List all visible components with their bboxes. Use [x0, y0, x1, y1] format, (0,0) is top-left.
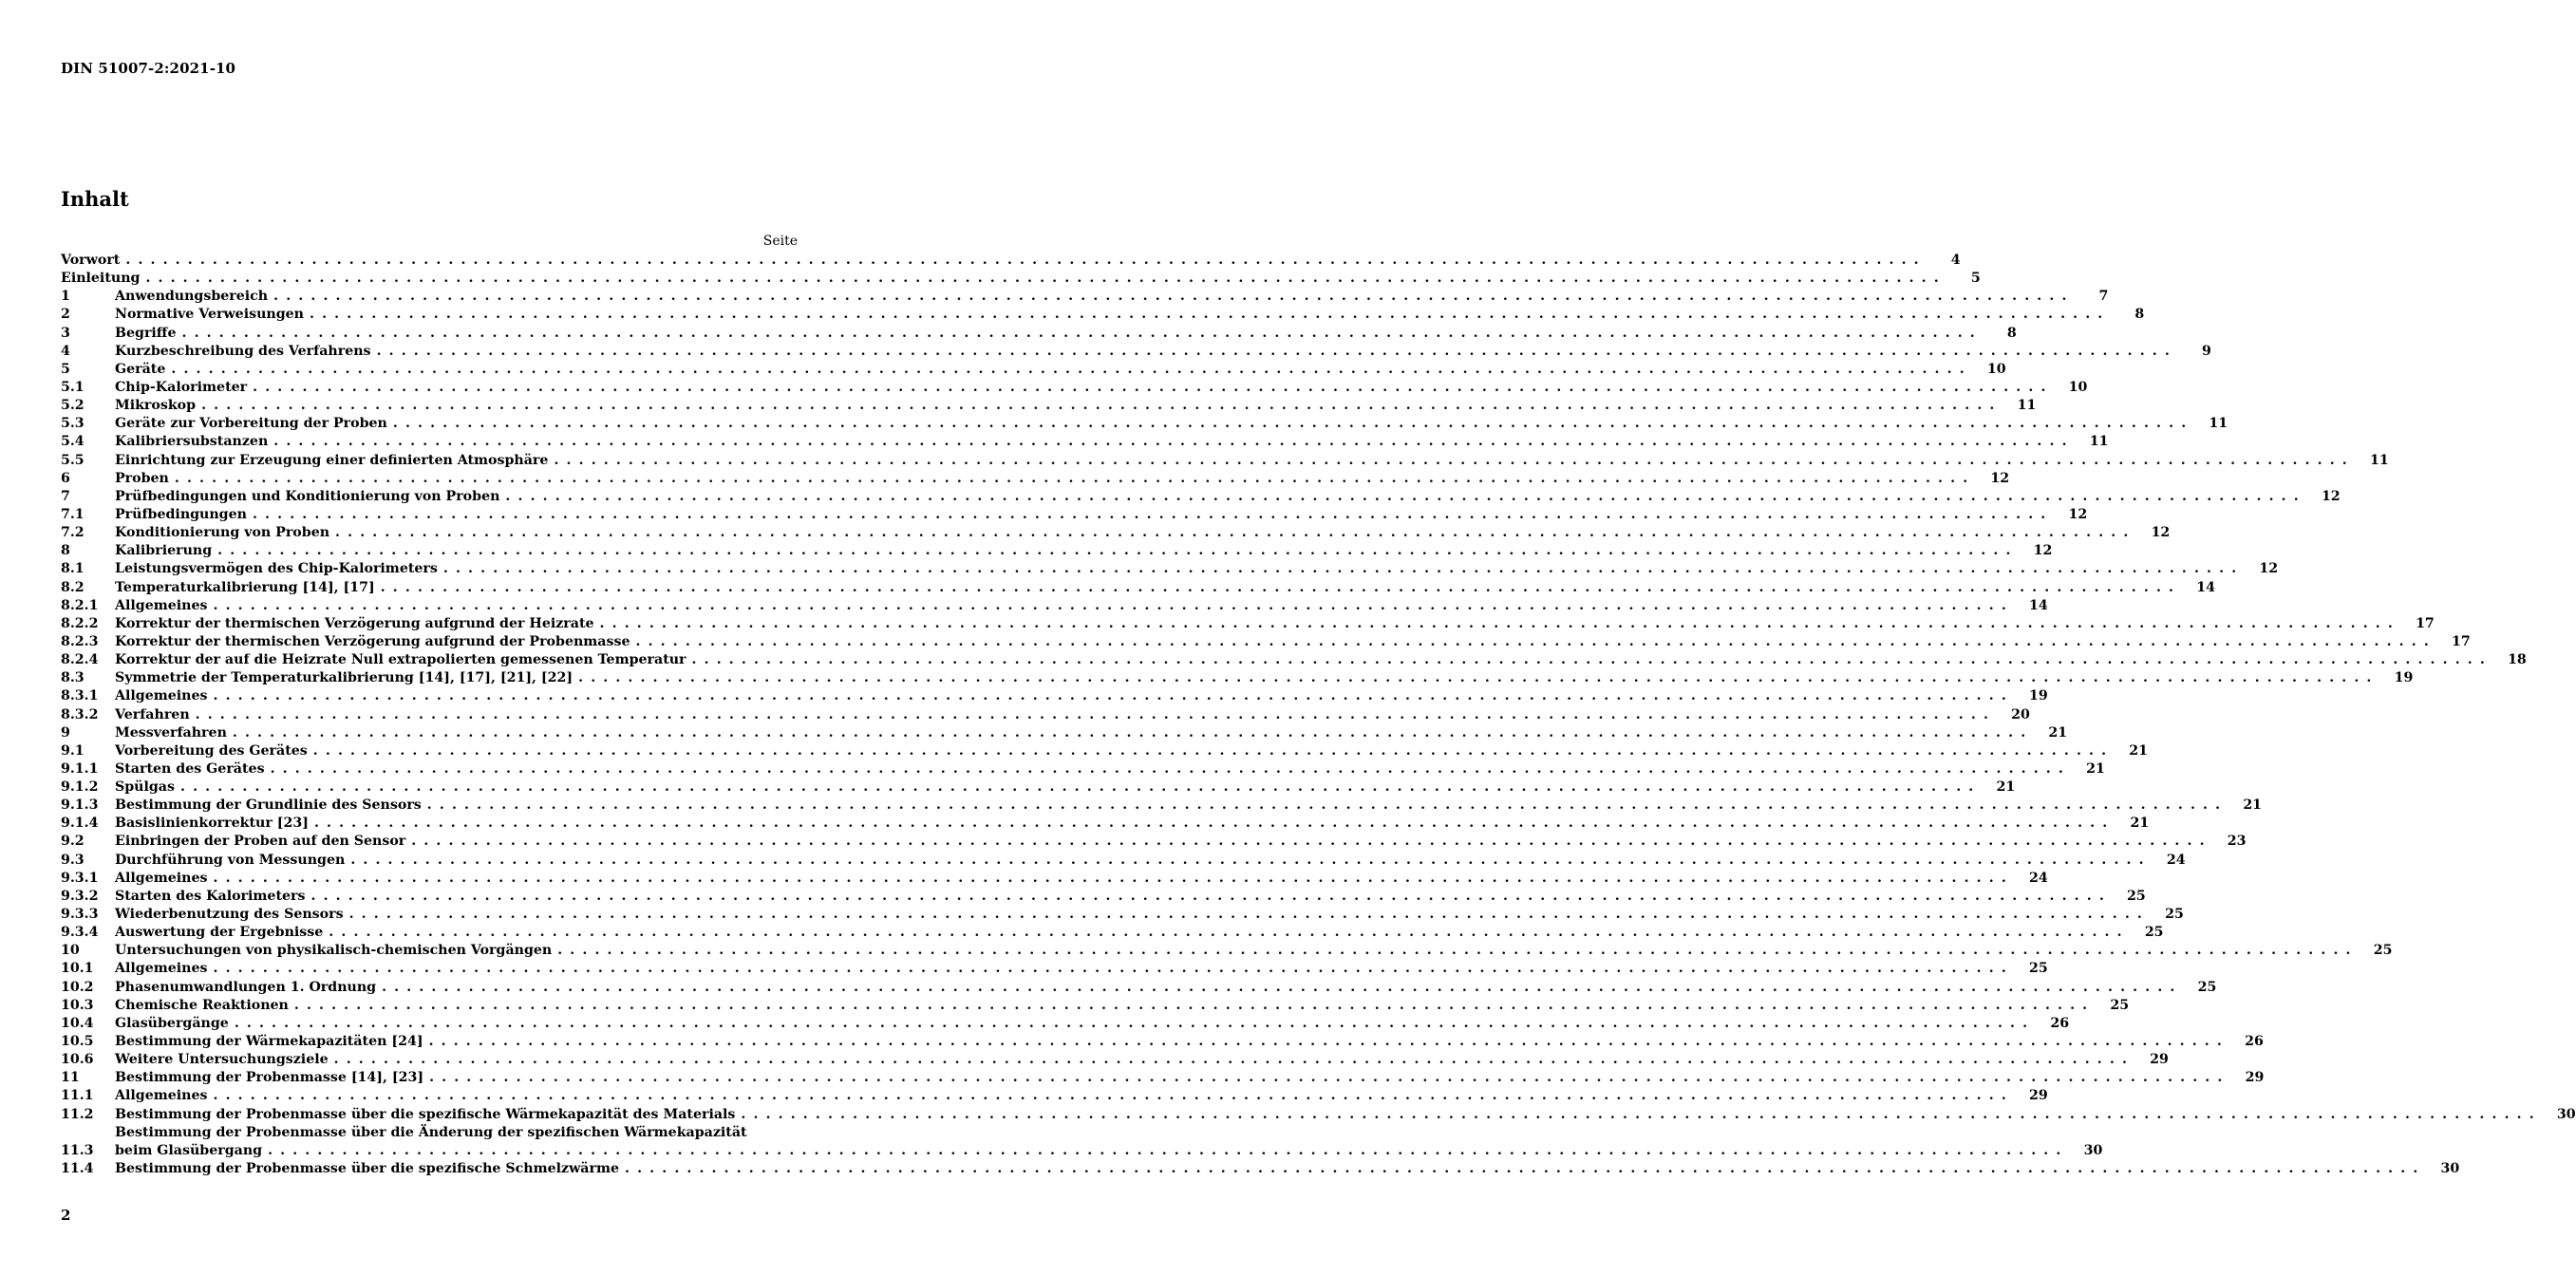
toc-entry[interactable]: [61, 1015, 2070, 1033]
toc-entry-number: 11: [61, 1070, 80, 1086]
toc-entry-page: 25: [2029, 961, 2048, 977]
toc-entry-title: Kalibriersubstanzen: [115, 433, 273, 451]
dot-leader: [233, 724, 2025, 742]
toc-entry-page: 11: [2209, 416, 2228, 432]
toc-entry[interactable]: [61, 997, 2130, 1015]
toc-entry-title: Begriffe: [115, 325, 181, 343]
toc-entry-number: 10.2: [61, 979, 94, 995]
dot-leader: [334, 1051, 2127, 1069]
toc-entry-title: Allgemeines: [115, 1087, 214, 1105]
toc-entry-page: 21: [2086, 760, 2105, 777]
toc-entry-title: Korrektur der thermischen Verzögerung aufgrund der Probenmasse: [115, 633, 636, 651]
toc-entry-number: 9.2: [61, 834, 85, 850]
toc-entry-number: 9.1.4: [61, 816, 99, 832]
toc-entry[interactable]: [61, 506, 2088, 524]
toc-entry-title: Bestimmung der Grundlinie des Sensors: [115, 797, 427, 815]
toc-entry-page: 25: [2127, 888, 2146, 904]
toc-entry-number: 7: [61, 488, 70, 504]
dot-leader: [214, 597, 2006, 615]
toc-entry-number: 9.3.3: [61, 907, 99, 923]
toc-entry-page: 30: [2083, 1142, 2103, 1158]
toc-heading: Inhalt: [61, 187, 129, 211]
dot-leader: [349, 906, 2142, 924]
toc-entry-number: 8.3.2: [61, 706, 99, 722]
toc-entry[interactable]: [61, 1051, 2169, 1069]
toc-entry-title: Prüfbedingungen: [115, 506, 253, 524]
toc-entry[interactable]: [61, 397, 2037, 415]
table-of-contents: [61, 252, 2576, 1178]
dot-leader: [311, 888, 2104, 906]
toc-entry-title: Untersuchungen von physikalisch-chemischen Vorgängen: [115, 942, 557, 960]
toc-entry-number: 11.2: [61, 1106, 94, 1122]
toc-entry-title: Temperaturkalibrierung [14], [17]: [115, 579, 381, 597]
dot-leader: [273, 288, 2066, 306]
toc-entry[interactable]: [61, 724, 2068, 742]
toc-entry[interactable]: [61, 1033, 2264, 1051]
dot-leader: [271, 760, 2063, 778]
dot-leader: [273, 433, 2066, 451]
toc-entry-title: Mikroskop: [115, 397, 201, 415]
toc-entry-title: Kalibrierung: [115, 542, 217, 560]
toc-entry[interactable]: [61, 870, 2048, 888]
toc-entry[interactable]: [61, 834, 2247, 852]
toc-entry-number: 8.2.3: [61, 633, 99, 649]
dot-leader: [235, 1015, 2027, 1033]
toc-entry-title: Einleitung: [61, 270, 145, 288]
toc-entry-number: 11.3: [61, 1142, 94, 1158]
toc-entry[interactable]: [61, 597, 2048, 615]
dot-leader: [382, 979, 2174, 997]
dot-leader: [429, 1069, 2222, 1087]
toc-entry-page: 25: [2144, 925, 2164, 941]
toc-entry-number: 7.1: [61, 506, 85, 522]
toc-entry-page: 25: [2197, 979, 2217, 995]
toc-entry-title: Kurzbeschreibung des Verfahrens: [115, 343, 377, 361]
toc-entry-page: 21: [2130, 816, 2150, 832]
toc-entry-page: 17: [2416, 615, 2435, 631]
toc-entry-number: 11.1: [61, 1088, 94, 1104]
dot-leader: [181, 325, 1974, 343]
toc-entry[interactable]: [61, 906, 2184, 924]
dot-leader: [429, 1033, 2222, 1051]
toc-entry-number: 10.1: [61, 961, 94, 977]
dot-leader: [329, 924, 2121, 942]
toc-entry[interactable]: [61, 470, 2010, 488]
toc-entry-page: 24: [2029, 870, 2048, 886]
toc-entry-title: Verfahren: [115, 706, 196, 724]
toc-entry-title: Normative Verweisungen: [115, 306, 310, 324]
toc-entry-title: Glasübergänge: [115, 1015, 235, 1033]
document-id: DIN 51007-2:2021-10: [61, 60, 236, 77]
toc-entry-number: 10.6: [61, 1052, 94, 1068]
toc-entry-page: 25: [2110, 997, 2130, 1013]
toc-entry[interactable]: [61, 343, 2211, 361]
toc-entry[interactable]: [61, 452, 2389, 470]
toc-entry-title: Symmetrie der Temperaturkalibrierung [14], [17], [21], [22]: [115, 669, 578, 687]
toc-entry-title: Korrektur der auf die Heizrate Null extrapolierten gemessenen Temperatur: [115, 651, 692, 669]
toc-entry-title: Allgemeines: [115, 870, 214, 888]
toc-entry-number: 9.3: [61, 852, 85, 868]
toc-entry-number: 8: [61, 543, 70, 559]
toc-entry[interactable]: [61, 306, 2145, 324]
toc-entry-number: 9.3.4: [61, 925, 99, 941]
toc-entry-page: 25: [2373, 943, 2393, 959]
toc-entry[interactable]: [61, 706, 2030, 724]
toc-entry-page: 12: [2033, 543, 2053, 559]
toc-entry-title: Bestimmung der Wärmekapazitäten [24]: [115, 1033, 429, 1051]
dot-leader: [443, 560, 2236, 578]
dot-leader: [335, 524, 2128, 542]
toc-entry-title: Vorwort: [61, 252, 125, 270]
toc-entry[interactable]: [61, 633, 2471, 651]
toc-entry-title: Spülgas: [115, 778, 180, 797]
toc-entry[interactable]: [61, 924, 2164, 942]
toc-entry-page: 8: [2134, 307, 2145, 323]
toc-entry[interactable]: [61, 615, 2435, 633]
toc-entry-number: 5.1: [61, 379, 85, 395]
toc-entry-title: Korrektur der thermischen Verzögerung aufgrund der Heizrate: [115, 615, 600, 633]
toc-entry-page: 21: [2243, 797, 2263, 814]
toc-entry-title: Geräte zur Vorbereitung der Proben: [115, 415, 393, 433]
toc-entry-page: 12: [2151, 525, 2171, 541]
toc-entry-number: 5: [61, 361, 70, 377]
toc-entry-number: 5.3: [61, 416, 85, 432]
toc-entry-number: 10.4: [61, 1015, 94, 1031]
toc-entry-title: Allgemeines: [115, 960, 214, 978]
toc-entry-page: 29: [2029, 1088, 2048, 1104]
dot-leader: [145, 270, 1938, 288]
toc-entry-page: 26: [2245, 1034, 2264, 1050]
toc-entry[interactable]: [61, 960, 2048, 978]
dot-leader: [554, 452, 2346, 470]
dot-leader: [175, 470, 1967, 488]
toc-entry-number: 3: [61, 325, 70, 341]
dot-leader: [314, 815, 2107, 833]
toc-entry[interactable]: [61, 669, 2414, 687]
toc-entry[interactable]: [61, 1160, 2460, 1178]
toc-entry-number: 9.1.2: [61, 779, 99, 796]
toc-entry[interactable]: [61, 797, 2263, 815]
toc-entry-page: 19: [2029, 688, 2048, 704]
toc-entry[interactable]: [61, 560, 2279, 578]
toc-entry-page: 10: [1986, 361, 2006, 377]
dot-leader: [505, 488, 2298, 506]
dot-leader: [578, 669, 2371, 687]
toc-entry-page: 8: [2006, 325, 2017, 341]
toc-entry-title: Weitere Untersuchungsziele: [115, 1051, 334, 1069]
dot-leader: [350, 852, 2143, 870]
toc-entry-number: 9.1.3: [61, 797, 99, 814]
dot-leader: [214, 687, 2006, 705]
dot-leader: [377, 343, 2170, 361]
toc-entry-title: Leistungsvermögen des Chip-Kalorimeters: [115, 560, 443, 578]
dot-leader: [125, 252, 1918, 270]
toc-entry-number: 8.1: [61, 561, 85, 577]
toc-entry-page: 30: [2440, 1161, 2460, 1177]
dot-leader: [217, 542, 2010, 560]
dot-leader: [201, 397, 1994, 415]
toc-entry-number: 9.1.1: [61, 760, 99, 777]
toc-entry-page: 7: [2098, 289, 2109, 305]
dot-leader: [196, 706, 1988, 724]
dot-leader: [214, 870, 2006, 888]
dot-leader: [294, 997, 2087, 1015]
page-column-label: Seite: [762, 234, 798, 249]
toc-entry-title-continuation: beim Glasübergang: [115, 1142, 268, 1160]
dot-leader: [268, 1142, 2060, 1160]
toc-entry-number: 11.4: [61, 1161, 94, 1177]
toc-entry-page: 11: [2369, 452, 2389, 468]
toc-entry-title: Starten des Gerätes: [115, 760, 271, 778]
toc-entry-page: 29: [2150, 1052, 2169, 1068]
toc-entry[interactable]: [61, 488, 2341, 506]
toc-entry-page: 9: [2201, 343, 2211, 359]
dot-leader: [557, 942, 2350, 960]
toc-entry-title: Bestimmung der Probenmasse über die Änderung der spezifischen Wärmekapazität: [115, 1124, 747, 1140]
toc-entry-page: 26: [2050, 1015, 2070, 1031]
toc-entry-page: 30: [2556, 1106, 2576, 1122]
toc-entry-number: 9: [61, 724, 70, 741]
dot-leader: [310, 306, 2102, 324]
toc-entry-title: Messverfahren: [115, 724, 233, 742]
dot-leader: [427, 797, 2220, 815]
dot-leader: [625, 1160, 2417, 1178]
page-number: 2: [61, 1207, 71, 1224]
toc-entry[interactable]: [61, 325, 2017, 343]
toc-entry-page: 10: [2068, 379, 2088, 395]
toc-entry[interactable]: [61, 433, 2109, 451]
toc-entry-page: 11: [2089, 434, 2109, 450]
toc-entry-title: Chemische Reaktionen: [115, 997, 294, 1015]
toc-entry-page: 25: [2165, 907, 2184, 923]
toc-entry-number: 8.2: [61, 579, 85, 595]
toc-entry[interactable]: [61, 270, 1981, 288]
toc-entry-page: 11: [2017, 398, 2037, 414]
toc-entry-title: Durchführung von Messungen: [115, 852, 350, 870]
toc-entry-page: 21: [2129, 742, 2149, 759]
toc-entry-page: 17: [2452, 633, 2471, 649]
toc-entry-number: 5.2: [61, 398, 85, 414]
toc-entry-number: 10: [61, 943, 80, 959]
toc-entry-number: 7.2: [61, 525, 85, 541]
toc-entry-page: 20: [2011, 706, 2030, 722]
toc-entry-number: 6: [61, 470, 70, 486]
toc-entry[interactable]: [61, 415, 2228, 433]
toc-entry-page: 14: [2029, 597, 2048, 613]
toc-entry-page: 21: [1996, 779, 2016, 796]
toc-entry-title: Bestimmung der Probenmasse über die spezifische Schmelzwärme: [115, 1160, 625, 1178]
toc-entry-title: Starten des Kalorimeters: [115, 888, 311, 906]
toc-entry[interactable]: [61, 288, 2109, 306]
toc-entry[interactable]: [61, 1087, 2048, 1105]
toc-entry[interactable]: [61, 1106, 2576, 1124]
dot-leader: [313, 742, 2106, 760]
toc-entry-title: Einbringen der Proben auf den Sensor: [115, 833, 411, 851]
toc-entry-page: 12: [2321, 488, 2341, 504]
toc-entry-title: Basislinienkorrektur [23]: [115, 815, 314, 833]
toc-entry-title: Chip-Kalorimeter: [115, 379, 253, 397]
toc-entry-number: 8.3.1: [61, 688, 99, 704]
toc-entry[interactable]: [61, 1069, 2265, 1087]
toc-entry-page: 29: [2245, 1070, 2265, 1086]
dot-leader: [636, 633, 2429, 651]
dot-leader: [180, 778, 1973, 797]
toc-entry-title: Anwendungsbereich: [115, 288, 273, 306]
toc-entry-number: 8.2.4: [61, 652, 99, 668]
toc-entry-number: 8.2.1: [61, 597, 99, 613]
toc-entry-number: 2: [61, 307, 70, 323]
toc-entry[interactable]: [61, 542, 2053, 560]
toc-entry-title: Phasenumwandlungen 1. Ordnung: [115, 979, 382, 997]
toc-entry-title: Auswertung der Ergebnisse: [115, 924, 329, 942]
toc-entry-number: 8.2.2: [61, 615, 99, 631]
toc-entry[interactable]: [61, 888, 2146, 906]
toc-entry[interactable]: [61, 760, 2105, 778]
toc-entry-title: Bestimmung der Probenmasse [14], [23]: [115, 1069, 429, 1087]
toc-entry-page: 14: [2196, 579, 2215, 595]
toc-entry-number: 4: [61, 343, 70, 359]
toc-entry[interactable]: [61, 742, 2149, 760]
dot-leader: [171, 361, 1964, 379]
toc-entry-page: 19: [2394, 670, 2414, 686]
toc-entry-title: Konditionierung von Proben: [115, 524, 335, 542]
toc-entry[interactable]: [61, 852, 2186, 870]
dot-leader: [411, 833, 2204, 851]
toc-entry-title: Einrichtung zur Erzeugung einer definierten Atmosphäre: [115, 452, 554, 470]
dot-leader: [381, 579, 2173, 597]
toc-entry[interactable]: [61, 651, 2527, 669]
toc-entry-title: Prüfbedingungen und Konditionierung von Proben: [115, 488, 505, 506]
toc-entry-number: 9.1: [61, 742, 85, 759]
toc-entry[interactable]: [61, 979, 2217, 997]
toc-entry-number: 10.3: [61, 997, 94, 1013]
toc-entry[interactable]: [61, 252, 1961, 270]
toc-entry[interactable]: [61, 687, 2048, 705]
toc-entry-number: 1: [61, 289, 70, 305]
toc-entry-page: 24: [2166, 852, 2186, 868]
toc-entry-title: Geräte: [115, 361, 171, 379]
dot-leader: [393, 415, 2186, 433]
dot-leader: [741, 1106, 2533, 1124]
toc-entry-page: 21: [2048, 724, 2068, 741]
toc-entry-title: Allgemeines: [115, 687, 214, 705]
toc-entry-number: 5.4: [61, 434, 85, 450]
toc-entry[interactable]: [61, 1124, 2103, 1160]
toc-entry-title: Vorbereitung des Gerätes: [115, 742, 313, 760]
toc-entry-title: Proben: [115, 470, 175, 488]
toc-entry-number: 9.3.1: [61, 870, 99, 886]
toc-entry-page: 5: [1970, 271, 1981, 287]
toc-entry-title: Wiederbenutzung des Sensors: [115, 906, 349, 924]
toc-entry[interactable]: [61, 579, 2215, 597]
toc-entry-title: Bestimmung der Probenmasse über die spezifische Wärmekapazität des Materials: [115, 1106, 741, 1124]
toc-entry-page: 12: [2068, 506, 2088, 522]
toc-entry-page: 23: [2227, 834, 2247, 850]
toc-entry-number: 9.3.2: [61, 888, 99, 904]
toc-entry[interactable]: [61, 942, 2393, 960]
toc-entry-title: Allgemeines: [115, 597, 214, 615]
toc-entry[interactable]: [61, 524, 2171, 542]
toc-entry[interactable]: [61, 379, 2088, 397]
toc-entry-number: 8.3: [61, 670, 85, 686]
dot-leader: [692, 651, 2485, 669]
toc-entry-page: 12: [1990, 470, 2010, 486]
toc-entry[interactable]: [61, 778, 2016, 797]
dot-leader: [214, 1087, 2006, 1105]
toc-entry[interactable]: [61, 815, 2150, 833]
toc-entry-page: 12: [2259, 561, 2279, 577]
dot-leader: [253, 506, 2045, 524]
toc-entry-page: 18: [2508, 652, 2527, 668]
toc-entry-page: 4: [1950, 252, 1961, 268]
toc-entry-number: 5.5: [61, 452, 85, 468]
dot-leader: [214, 960, 2006, 978]
toc-entry[interactable]: [61, 361, 2006, 379]
toc-entry-number: 10.5: [61, 1034, 94, 1050]
dot-leader: [253, 379, 2045, 397]
dot-leader: [600, 615, 2393, 633]
